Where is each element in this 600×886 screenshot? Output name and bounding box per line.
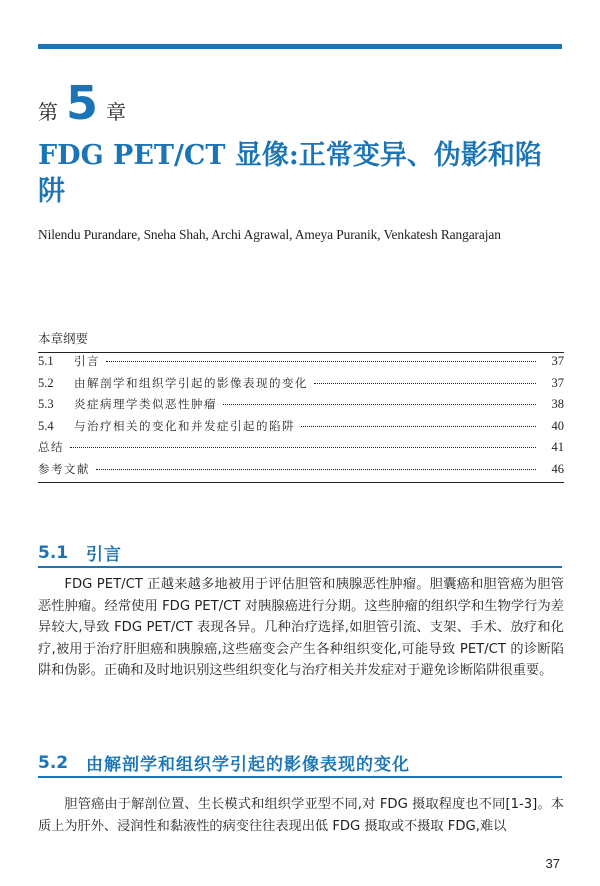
toc-entry-page: 37: [551, 354, 564, 368]
toc-entry[interactable]: [38, 439, 564, 461]
toc-entry-title: 总结: [38, 440, 64, 454]
chapter-number: 5: [66, 76, 99, 130]
toc-entry-title: 由解剖学和组织学引起的影像表现的变化: [74, 375, 308, 390]
toc-entry-number: 5.2: [38, 375, 54, 390]
section-heading: [38, 540, 564, 565]
section-title: 由解剖学和组织学引起的影像表现的变化: [86, 755, 410, 775]
chapter-title: FDG PET/CT 显像:正常变异、伪影和陷阱: [38, 140, 542, 207]
toc-entry-page: 38: [551, 397, 564, 411]
toc-entry-title: 参考文献: [38, 461, 90, 476]
top-rule: [38, 44, 562, 49]
section-heading: [38, 750, 564, 775]
chapter-suffix: 章: [106, 100, 127, 124]
section-paragraph: FDG PET/CT 正越来越多地被用于评估胆管和胰腺恶性肿瘤。胆囊癌和胆管癌为胆管恶性肿瘤。经常使用 FDG PET/CT 对胰腺癌进行分期。这些肿瘤的组织学和生物学行为差异较大,导致 FDG PET/CT 表现各异。几种治疗选择,如胆管引流、支架、手术、放疗和化疗,被用于治疗肝胆癌和胰腺癌,这些癌变会产生各种组织变化,可能导致 PET/CT 的诊断陷阱和伪影。正确和及时地识别这些组织变化与治疗相关并发症对于避免诊断陷阱很重要。: [38, 577, 564, 679]
toc-entry[interactable]: [38, 375, 564, 397]
toc-entry-title: 引言: [74, 354, 100, 368]
section-paragraph: 胆管癌由于解剖位置、生长模式和组织学亚型不同,对 FDG 摄取程度也不同[1-3]。本质上为肝外、浸润性和黏液性的病变往往表现出低 FDG 摄取或不摄取 FDG,难以: [38, 797, 564, 834]
toc-leader-dots: [223, 404, 536, 405]
toc-entry-page: 46: [551, 461, 564, 476]
page-number: 37: [545, 856, 560, 871]
toc-entry[interactable]: [38, 418, 564, 440]
section-number: 5.2: [38, 752, 69, 773]
chapter-label: [38, 76, 127, 130]
toc-leader-dots: [96, 469, 536, 470]
section-rule: [38, 566, 562, 568]
table-of-contents: [38, 330, 564, 483]
toc-entry[interactable]: [38, 396, 564, 418]
toc-heading: 本章纲要: [38, 331, 89, 346]
toc-leader-dots: [70, 447, 536, 448]
toc-entry-page: 40: [551, 418, 564, 433]
toc-entry-number: 5.3: [38, 397, 54, 411]
toc-entry-title: 炎症病理学类似恶性肿瘤: [74, 397, 217, 411]
toc-leader-dots: [314, 383, 536, 384]
toc-entry-page: 37: [551, 375, 564, 390]
toc-entry[interactable]: [38, 353, 564, 375]
toc-entry-number: 5.1: [38, 354, 54, 368]
chapter-prefix: 第: [38, 100, 58, 124]
toc-entry-number: 5.4: [38, 418, 54, 433]
toc-leader-dots: [106, 361, 536, 362]
toc-entry-page: 41: [551, 440, 564, 454]
section-number: 5.1: [38, 542, 69, 563]
authors: Nilendu Purandare, Sneha Shah, Archi Agrawal, Ameya Puranik, Venkatesh Rangarajan: [38, 227, 501, 242]
section-title: 引言: [86, 545, 122, 565]
toc-leader-dots: [301, 426, 536, 427]
toc-entry-title: 与治疗相关的变化和并发症引起的陷阱: [74, 418, 295, 433]
toc-entry[interactable]: [38, 461, 564, 483]
section-rule: [38, 776, 562, 778]
toc-bottom-rule: [38, 482, 564, 483]
